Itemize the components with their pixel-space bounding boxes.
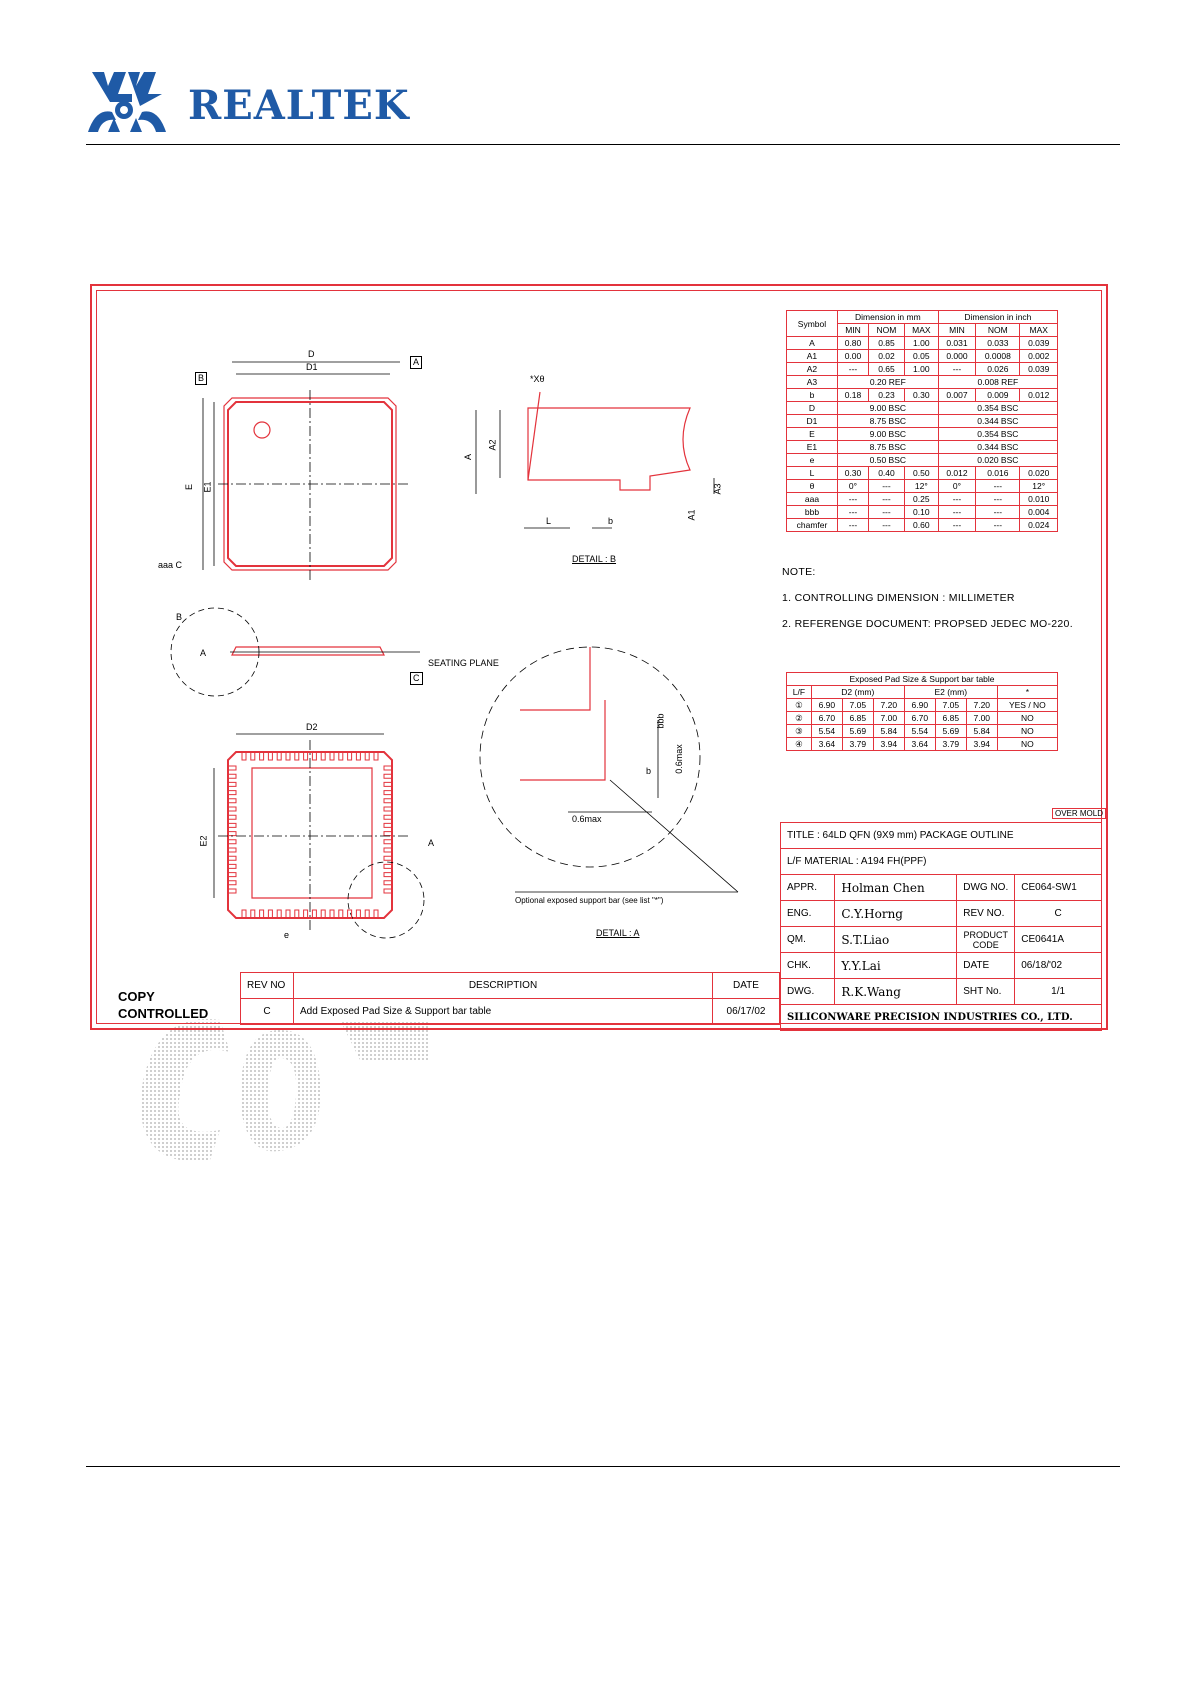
dim-cell: 0.40: [869, 467, 905, 480]
eng-label: ENG.: [781, 901, 835, 927]
dim-sub: MIN: [837, 324, 868, 337]
rev-value: C: [241, 999, 294, 1025]
bbb-callout: bbb: [655, 713, 666, 729]
dim-cell: 0.004: [1020, 506, 1058, 519]
desc-value: Add Exposed Pad Size & Support bar table: [294, 999, 713, 1025]
dim-cell: 0°: [837, 480, 868, 493]
pad-e2: 5.69: [935, 725, 966, 738]
pad-e2: 3.64: [904, 738, 935, 751]
label-D2: D2: [306, 722, 318, 732]
dim-row: [787, 350, 1058, 363]
pad-d2: 7.05: [842, 699, 873, 712]
rev-no-value: C: [1015, 901, 1102, 927]
dim-symbol: A2: [787, 363, 838, 376]
dim-symbol: b: [787, 389, 838, 402]
label-A-side: A: [200, 648, 207, 658]
dim-cell: 0.033: [976, 337, 1020, 350]
pad-e2: 6.90: [904, 699, 935, 712]
date-label: DATE: [957, 953, 1015, 979]
dim-cell: 0.10: [904, 506, 938, 519]
dim-cell: ---: [837, 363, 868, 376]
pad-header: E2 (mm): [904, 686, 997, 699]
support-bar-note: Optional exposed support bar (see list "*"): [515, 896, 664, 905]
dim-cell: 0.30: [904, 389, 938, 402]
pad-d2: 7.20: [873, 699, 904, 712]
pad-support-bar: YES / NO: [997, 699, 1057, 712]
dim-cell: ---: [976, 519, 1020, 532]
pad-d2: 3.79: [842, 738, 873, 751]
pad-header: L/F: [787, 686, 812, 699]
dim-cell-mm: 0.50 BSC: [837, 454, 938, 467]
dim-cell: ---: [938, 363, 975, 376]
desc-header: DESCRIPTION: [294, 973, 713, 999]
company-name: SILICONWARE PRECISION INDUSTRIES CO., LTD.: [781, 1005, 1102, 1031]
pad-e2: 6.85: [935, 712, 966, 725]
revision-table: [240, 972, 780, 1025]
label-A3: A3: [712, 483, 723, 495]
dim-cell: ---: [938, 519, 975, 532]
label-e: e: [284, 930, 290, 940]
label-B-side: B: [176, 612, 183, 622]
dim-cell: ---: [869, 519, 905, 532]
chk-signature: Y.Y.Lai: [835, 953, 957, 979]
dim-sub: NOM: [976, 324, 1020, 337]
dim-cell: 0.039: [1020, 337, 1058, 350]
detail-a-title: DETAIL : A: [596, 928, 640, 938]
rev-no-label: REV NO.: [957, 901, 1015, 927]
dim-cell: 0.010: [1020, 493, 1058, 506]
dim-symbol: D1: [787, 415, 838, 428]
pad-header: *: [997, 686, 1057, 699]
dim-cell: 0.25: [904, 493, 938, 506]
dim-row: [787, 441, 1058, 454]
copy-text: COPY: [118, 989, 155, 1004]
dim-cell: 0.85: [869, 337, 905, 350]
over-mold-tag: OVER MOLD: [1052, 808, 1106, 819]
dim-cell: 0.026: [976, 363, 1020, 376]
label-E2: E2: [198, 835, 209, 847]
sht-value: 1/1: [1015, 979, 1102, 1005]
dim-cell: ---: [869, 506, 905, 519]
dim-cell: 0.007: [938, 389, 975, 402]
dim-cell: 0.23: [869, 389, 905, 402]
dim-cell: 1.00: [904, 363, 938, 376]
dim-symbol: E: [787, 428, 838, 441]
dim-cell: ---: [869, 493, 905, 506]
note-2: 2. REFERENGE DOCUMENT: PROPSED JEDEC MO-220.: [782, 618, 1073, 630]
dim-cell: 0.02: [869, 350, 905, 363]
dim-cell: 0.65: [869, 363, 905, 376]
label-D: D: [308, 349, 315, 359]
dim-symbol: D: [787, 402, 838, 415]
dim-cell: 12°: [904, 480, 938, 493]
dim-cell: 0.80: [837, 337, 868, 350]
aaa-c-callout: aaa C: [158, 560, 183, 570]
dim-cell: 1.00: [904, 337, 938, 350]
pad-lf: ③: [787, 725, 812, 738]
pad-d2: 6.85: [842, 712, 873, 725]
lf-material: L/F MATERIAL : A194 FH(PPF): [781, 849, 1102, 875]
dim-cell: ---: [837, 519, 868, 532]
dim-symbol: θ: [787, 480, 838, 493]
label-E1: E1: [202, 481, 213, 493]
qm-label: QM.: [781, 927, 835, 953]
qm-signature: S.T.Liao: [835, 927, 957, 953]
dim-cell: 0.012: [938, 467, 975, 480]
label-b: b: [608, 516, 614, 526]
rev-header: REV NO: [241, 973, 294, 999]
dim-row: [787, 467, 1058, 480]
dim-symbol: A1: [787, 350, 838, 363]
pad-header: D2 (mm): [811, 686, 904, 699]
dim-cell: 0°: [938, 480, 975, 493]
dim-header-inch: Dimension in inch: [938, 311, 1057, 324]
pad-row: [787, 699, 1058, 712]
dim-row: [787, 415, 1058, 428]
pad-d2: 3.64: [811, 738, 842, 751]
seating-plane-label: SEATING PLANE: [428, 658, 499, 668]
dim-cell: 0.000: [938, 350, 975, 363]
dim-cell: ---: [976, 480, 1020, 493]
dim-cell: 0.05: [904, 350, 938, 363]
dim-header-symbol: Symbol: [787, 311, 838, 337]
dim-row: [787, 389, 1058, 402]
dim-cell-inch: 0.354 BSC: [938, 402, 1057, 415]
dim-symbol: chamfer: [787, 519, 838, 532]
pad-row: [787, 725, 1058, 738]
dim-row: [787, 454, 1058, 467]
datum-B-box: B: [195, 372, 207, 385]
pad-d2: 3.94: [873, 738, 904, 751]
dim-symbol: bbb: [787, 506, 838, 519]
dim-cell-mm: 8.75 BSC: [837, 415, 938, 428]
pad-support-bar: NO: [997, 712, 1057, 725]
dim-cell: 12°: [1020, 480, 1058, 493]
footer-rule: [86, 1466, 1120, 1467]
pad-d2: 7.00: [873, 712, 904, 725]
dim-cell: ---: [938, 493, 975, 506]
note-1: 1. CONTROLLING DIMENSION : MILLIMETER: [782, 592, 1015, 604]
label-A2: A2: [487, 439, 498, 451]
dim-row: [787, 337, 1058, 350]
label-A1: A1: [686, 509, 697, 521]
dim-cell: ---: [938, 506, 975, 519]
dim-cell: ---: [869, 480, 905, 493]
pad-e2: 7.00: [966, 712, 997, 725]
pad-d2: 6.70: [811, 712, 842, 725]
pad-d2: 5.69: [842, 725, 873, 738]
pad-e2: 3.79: [935, 738, 966, 751]
dim-row: [787, 402, 1058, 415]
title-block: [780, 822, 1102, 1031]
product-code-value: CE0641A: [1015, 927, 1102, 953]
datum-C-box: C: [410, 672, 423, 685]
detail-A-ref: A: [428, 838, 435, 848]
label-b-detail: b: [646, 766, 652, 776]
drawing-title: TITLE : 64LD QFN (9X9 mm) PACKAGE OUTLINE: [781, 823, 1102, 849]
dim-sub: NOM: [869, 324, 905, 337]
pad-d2: 5.84: [873, 725, 904, 738]
pad-e2: 3.94: [966, 738, 997, 751]
product-code-label: PRODUCT CODE: [957, 927, 1015, 953]
max-label-vertical: 0.6max: [673, 744, 684, 774]
dim-row: [787, 428, 1058, 441]
dim-symbol: L: [787, 467, 838, 480]
copy-controlled: [118, 988, 208, 1022]
pad-e2: 7.20: [966, 699, 997, 712]
controlled-text: CONTROLLED: [118, 1006, 209, 1021]
dim-cell: 0.0008: [976, 350, 1020, 363]
theta-label: *Xθ: [530, 374, 545, 384]
label-L: L: [546, 516, 552, 526]
dim-cell: 0.30: [837, 467, 868, 480]
dim-cell: 0.031: [938, 337, 975, 350]
dim-cell: 0.012: [1020, 389, 1058, 402]
dim-row: [787, 376, 1058, 389]
dim-cell: 0.009: [976, 389, 1020, 402]
dim-cell-inch: 0.020 BSC: [938, 454, 1057, 467]
datum-A-box: A: [410, 356, 422, 369]
dim-cell: ---: [837, 506, 868, 519]
dim-cell: 0.020: [1020, 467, 1058, 480]
dim-cell-inch: 0.008 REF: [938, 376, 1057, 389]
dim-row: [787, 480, 1058, 493]
dim-cell: 0.039: [1020, 363, 1058, 376]
dim-cell: 0.60: [904, 519, 938, 532]
chk-label: CHK.: [781, 953, 835, 979]
dim-header-mm: Dimension in mm: [837, 311, 938, 324]
dwg-no-label: DWG NO.: [957, 875, 1015, 901]
pad-row: [787, 712, 1058, 725]
dim-cell-mm: 9.00 BSC: [837, 402, 938, 415]
dim-cell-inch: 0.344 BSC: [938, 415, 1057, 428]
pad-e2: 6.70: [904, 712, 935, 725]
dim-cell: 0.18: [837, 389, 868, 402]
pad-support-bar: NO: [997, 738, 1057, 751]
dim-cell: ---: [976, 506, 1020, 519]
dim-row: [787, 363, 1058, 376]
pad-d2: 6.90: [811, 699, 842, 712]
dim-cell-inch: 0.344 BSC: [938, 441, 1057, 454]
appr-label: APPR.: [781, 875, 835, 901]
pad-lf: ②: [787, 712, 812, 725]
pad-row: [787, 738, 1058, 751]
dwg-no-value: CE064-SW1: [1015, 875, 1102, 901]
label-E: E: [184, 483, 195, 491]
pad-e2: 5.54: [904, 725, 935, 738]
max-label-horizontal: 0.6max: [572, 814, 602, 824]
dim-cell: ---: [837, 493, 868, 506]
dim-cell-mm: 0.20 REF: [837, 376, 938, 389]
dim-cell-mm: 9.00 BSC: [837, 428, 938, 441]
dim-sub: MAX: [1020, 324, 1058, 337]
dim-row: [787, 519, 1058, 532]
dimension-table: [786, 310, 1058, 532]
eng-signature: C.Y.Horng: [835, 901, 957, 927]
dim-symbol: A: [787, 337, 838, 350]
pad-e2: 7.05: [935, 699, 966, 712]
label-D1: D1: [306, 362, 318, 372]
dim-cell: 0.024: [1020, 519, 1058, 532]
dim-cell: 0.002: [1020, 350, 1058, 363]
pad-support-bar: NO: [997, 725, 1057, 738]
dim-symbol: E1: [787, 441, 838, 454]
dim-row: [787, 493, 1058, 506]
dim-cell: 0.50: [904, 467, 938, 480]
dim-symbol: e: [787, 454, 838, 467]
pad-d2: 5.54: [811, 725, 842, 738]
pad-table-title: Exposed Pad Size & Support bar table: [787, 673, 1058, 686]
dim-sub: MAX: [904, 324, 938, 337]
pad-e2: 5.84: [966, 725, 997, 738]
dim-cell-mm: 8.75 BSC: [837, 441, 938, 454]
dim-cell-inch: 0.354 BSC: [938, 428, 1057, 441]
dwg-label: DWG.: [781, 979, 835, 1005]
exposed-pad-table: [786, 672, 1058, 751]
dim-row: [787, 506, 1058, 519]
brand-name: REALTEK: [188, 82, 410, 129]
detail-b-title: DETAIL : B: [572, 554, 617, 564]
rev-date-value: 06/17/02: [713, 999, 780, 1025]
note-title: NOTE:: [782, 566, 816, 578]
date-value: 06/18/'02: [1015, 953, 1102, 979]
sht-label: SHT No.: [957, 979, 1015, 1005]
pad-lf: ①: [787, 699, 812, 712]
pad-lf: ④: [787, 738, 812, 751]
dim-cell: ---: [976, 493, 1020, 506]
dim-cell: 0.016: [976, 467, 1020, 480]
label-A-detail: A: [463, 453, 474, 461]
date-header: DATE: [713, 973, 780, 999]
dim-cell: 0.00: [837, 350, 868, 363]
dim-sub: MIN: [938, 324, 975, 337]
appr-signature: Holman Chen: [835, 875, 957, 901]
dim-symbol: aaa: [787, 493, 838, 506]
dim-symbol: A3: [787, 376, 838, 389]
dwg-signature: R.K.Wang: [835, 979, 957, 1005]
